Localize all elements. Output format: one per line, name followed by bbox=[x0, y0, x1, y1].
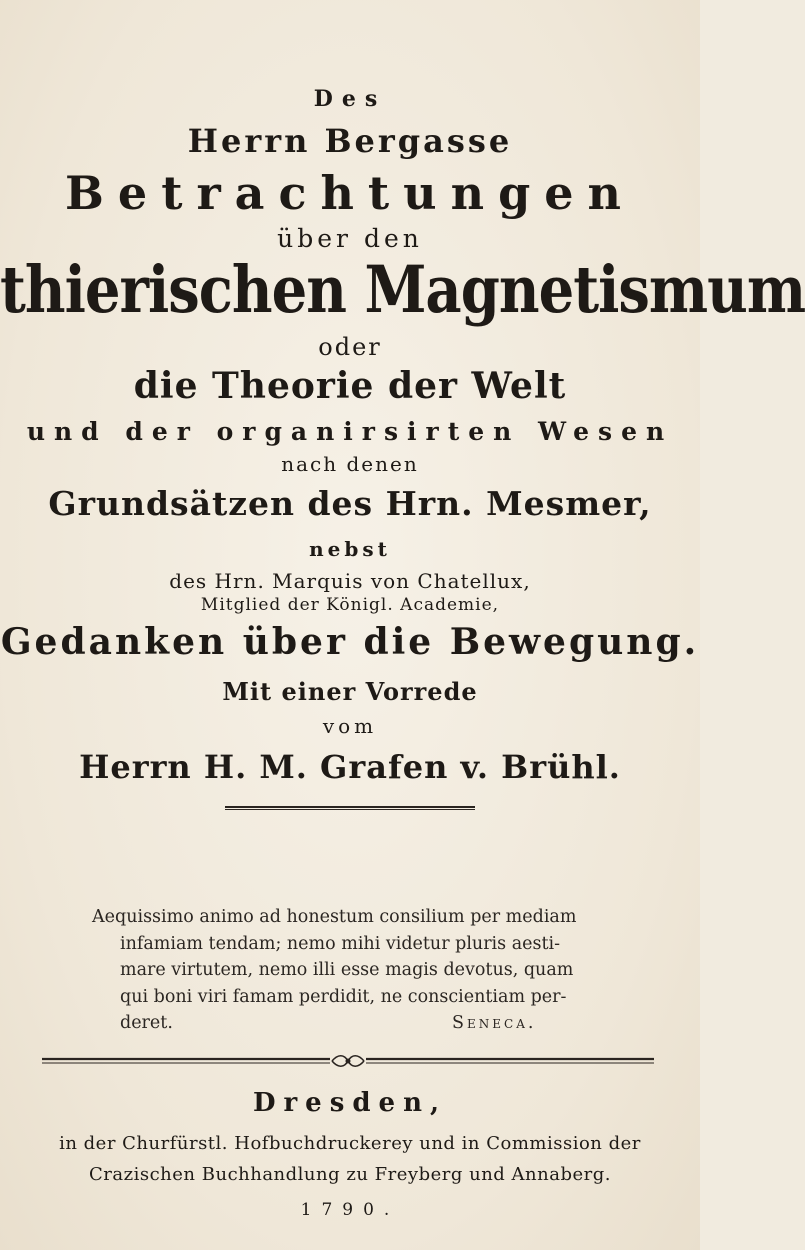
second-author-affiliation: Mitglied der Königl. Academie, bbox=[200, 595, 500, 615]
subtitle-continuation: und der organirsirten Wesen bbox=[26, 417, 674, 446]
main-title: Betrachtungen bbox=[65, 166, 635, 220]
imprint-year: 1790. bbox=[300, 1200, 400, 1220]
epigraph-line: Aequissimo animo ad honestum consilium per mediam bbox=[92, 907, 577, 927]
ornamental-rule bbox=[40, 1052, 656, 1070]
imprint-bookseller: Crazischen Buchhandlung zu Freyberg und Annaberg. bbox=[89, 1164, 611, 1185]
subject-title: thierischen Magnetismum bbox=[0, 252, 805, 328]
title-preposition: nach denen bbox=[281, 452, 419, 476]
second-author-line: des Hrn. Marquis von Chatellux, bbox=[169, 569, 531, 593]
epigraph-line: qui boni viri famam perdidit, ne conscientiam per- bbox=[120, 986, 567, 1007]
author-line: Herrn Bergasse bbox=[187, 122, 513, 160]
divider-rule bbox=[225, 806, 475, 810]
epigraph-last-line bbox=[92, 1010, 612, 1037]
preface-line: Mit einer Vorrede bbox=[222, 677, 478, 706]
epigraph-line: mare virtutem, nemo illi esse magis devotus, quam bbox=[120, 960, 574, 980]
subtitle: die Theorie der Welt bbox=[133, 365, 567, 407]
title-conjunction: oder bbox=[318, 333, 382, 361]
epigraph-line: infamiam tendam; nemo mihi videtur pluris aesti- bbox=[120, 933, 561, 954]
imprint-printer: in der Churfürstl. Hofbuchdruckerey und in Commission der bbox=[59, 1133, 641, 1154]
preface-author: Herrn H. M. Grafen v. Brühl. bbox=[79, 748, 621, 786]
epigraph-line: deret. bbox=[120, 1013, 173, 1033]
imprint-place: Dresden, bbox=[252, 1088, 448, 1118]
epigraph bbox=[92, 904, 612, 1037]
title-connector: über den bbox=[277, 224, 423, 253]
title-nebst: nebst bbox=[309, 537, 391, 561]
title-vom: vom bbox=[322, 714, 378, 738]
principles-line: Grundsätzen des Hrn. Mesmer, bbox=[48, 484, 652, 523]
second-title: Gedanken über die Bewegung. bbox=[0, 621, 700, 663]
title-article: Des bbox=[313, 86, 387, 112]
epigraph-author: Seneca. bbox=[452, 1013, 537, 1033]
